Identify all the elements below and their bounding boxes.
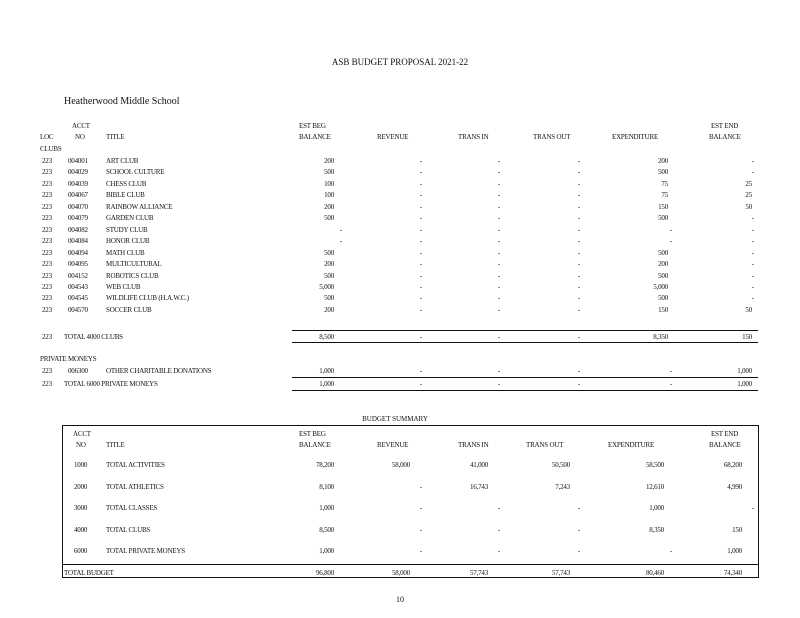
cell-beg-balance: 100 bbox=[324, 179, 334, 188]
cell-revenue: 58,000 bbox=[391, 569, 410, 577]
cell-end-balance: - bbox=[751, 271, 754, 280]
cell-trans-out: - bbox=[577, 225, 580, 234]
cell-end-balance: 25 bbox=[745, 191, 752, 200]
cell-trans-out: - bbox=[577, 294, 580, 303]
cell-beg-balance: 8,500 bbox=[319, 333, 334, 341]
cell-title: STUDY CLUB bbox=[106, 225, 148, 234]
cell-end-balance: 1,000 bbox=[737, 380, 752, 388]
cell-title: TOTAL ACTIVITIES bbox=[106, 461, 165, 469]
cell-revenue: - bbox=[419, 179, 422, 188]
cell-revenue: - bbox=[419, 525, 422, 534]
cell-expenditure: 75 bbox=[661, 179, 668, 188]
cell-trans-out: - bbox=[577, 248, 580, 257]
total-rule bbox=[292, 330, 758, 331]
cell-end-balance: - bbox=[751, 214, 754, 223]
cell-acct: 004545 bbox=[68, 294, 88, 303]
cell-end-balance: 1,000 bbox=[727, 547, 742, 556]
cell-loc: 223 bbox=[42, 179, 52, 188]
summary-header-title: TITLE bbox=[106, 441, 125, 449]
cell-beg-balance: 500 bbox=[324, 248, 334, 257]
cell-acct: 2000 bbox=[74, 482, 88, 491]
cell-expenditure: - bbox=[669, 237, 672, 246]
cell-expenditure: 500 bbox=[658, 294, 668, 303]
cell-trans-out: - bbox=[577, 333, 580, 341]
cell-trans-out: - bbox=[577, 214, 580, 223]
cell-trans-out: - bbox=[577, 157, 580, 165]
cell-trans-out: 7,243 bbox=[555, 482, 570, 491]
cell-trans-out: - bbox=[577, 525, 580, 534]
cell-expenditure: 150 bbox=[658, 305, 668, 314]
cell-end-balance: - bbox=[751, 237, 754, 246]
cell-acct: 4000 bbox=[74, 525, 88, 534]
cell-title: HONOR CLUB bbox=[106, 237, 150, 246]
cell-title: TOTAL ATHLETICS bbox=[106, 482, 164, 491]
cell-revenue: - bbox=[419, 248, 422, 257]
cell-acct: 1000 bbox=[74, 461, 88, 469]
cell-loc: 223 bbox=[42, 260, 52, 269]
cell-revenue: - bbox=[419, 305, 422, 314]
cell-trans-in: 16,743 bbox=[469, 482, 488, 491]
cell-beg-balance: 200 bbox=[324, 260, 334, 269]
cell-title: ART CLUB bbox=[106, 157, 139, 165]
page-number: 10 bbox=[396, 595, 404, 604]
cell-expenditure: 80,460 bbox=[645, 569, 664, 577]
cell-trans-in: - bbox=[497, 294, 500, 303]
cell-end-balance: 150 bbox=[742, 333, 752, 341]
cell-expenditure: 58,500 bbox=[645, 461, 664, 469]
cell-trans-in: - bbox=[497, 237, 500, 246]
cell-revenue: - bbox=[419, 294, 422, 303]
cell-trans-out: - bbox=[577, 179, 580, 188]
cell-revenue: - bbox=[419, 214, 422, 223]
cell-beg-balance: 500 bbox=[324, 271, 334, 280]
cell-acct: 004029 bbox=[68, 168, 88, 177]
cell-beg-balance: 1,000 bbox=[319, 547, 334, 556]
cell-revenue: - bbox=[419, 380, 422, 388]
cell-revenue: - bbox=[419, 367, 422, 375]
cell-trans-out: - bbox=[577, 504, 580, 513]
cell-loc: 223 bbox=[42, 191, 52, 200]
cell-acct: 004070 bbox=[68, 202, 88, 211]
summary-header-no: NO bbox=[76, 441, 86, 449]
cell-expenditure: - bbox=[669, 547, 672, 556]
cell-trans-in: - bbox=[497, 248, 500, 257]
cell-trans-out: - bbox=[577, 380, 580, 388]
cell-end-balance: - bbox=[751, 294, 754, 303]
cell-end-balance: - bbox=[751, 168, 754, 177]
cell-expenditure: 500 bbox=[658, 248, 668, 257]
cell-loc: 223 bbox=[42, 202, 52, 211]
cell-loc: 223 bbox=[42, 237, 52, 246]
cell-acct: 6000 bbox=[74, 547, 88, 556]
cell-loc: 223 bbox=[42, 157, 52, 165]
cell-revenue: - bbox=[419, 333, 422, 341]
cell-trans-out: 57,743 bbox=[551, 569, 570, 577]
cell-revenue: - bbox=[419, 271, 422, 280]
cell-revenue: - bbox=[419, 168, 422, 177]
cell-beg-balance: 5,000 bbox=[319, 282, 334, 291]
cell-title: MULTICULTURAL bbox=[106, 260, 162, 269]
cell-trans-out: - bbox=[577, 305, 580, 314]
cell-trans-in: - bbox=[497, 179, 500, 188]
cell-trans-out: - bbox=[577, 547, 580, 556]
header-beg-balance: BALANCE bbox=[299, 133, 331, 141]
cell-title: WILDLIFE CLUB (H.A.W.C.) bbox=[106, 294, 189, 303]
cell-revenue: - bbox=[419, 157, 422, 165]
summary-header-trans-in: TRANS IN bbox=[458, 441, 489, 449]
cell-revenue: - bbox=[419, 482, 422, 491]
cell-acct: 004152 bbox=[68, 271, 88, 280]
cell-beg-balance: 200 bbox=[324, 202, 334, 211]
cell-acct: 004095 bbox=[68, 260, 88, 269]
cell-beg-balance: - bbox=[339, 225, 342, 234]
cell-trans-in: - bbox=[497, 214, 500, 223]
header-est-end: EST END bbox=[711, 122, 739, 130]
cell-beg-balance: - bbox=[339, 237, 342, 246]
cell-trans-out: - bbox=[577, 282, 580, 291]
cell-title: RAINBOW ALLIANCE bbox=[106, 202, 173, 211]
cell-end-balance: 50 bbox=[745, 305, 752, 314]
cell-expenditure: - bbox=[669, 225, 672, 234]
cell-end-balance: - bbox=[751, 225, 754, 234]
header-trans-in: TRANS IN bbox=[458, 133, 489, 141]
cell-title: TOTAL PRIVATE MONEYS bbox=[106, 547, 185, 556]
cell-revenue: - bbox=[419, 282, 422, 291]
cell-acct: 004082 bbox=[68, 225, 88, 234]
cell-title: WEB CLUB bbox=[106, 282, 141, 291]
cell-end-balance: 1,000 bbox=[737, 367, 752, 375]
cell-expenditure: 500 bbox=[658, 271, 668, 280]
cell-expenditure: 150 bbox=[658, 202, 668, 211]
summary-header-trans-out: TRANS OUT bbox=[526, 441, 564, 449]
cell-end-balance: 150 bbox=[732, 525, 742, 534]
header-end-balance: BALANCE bbox=[709, 133, 741, 141]
header-title: TITLE bbox=[106, 133, 125, 141]
cell-loc: 223 bbox=[42, 380, 52, 388]
cell-total-label: TOTAL BUDGET bbox=[64, 569, 114, 577]
cell-title: SOCCER CLUB bbox=[106, 305, 152, 314]
cell-expenditure: 500 bbox=[658, 168, 668, 177]
cell-title: ROBOTICS CLUB bbox=[106, 271, 159, 280]
cell-end-balance: 68,200 bbox=[723, 461, 742, 469]
total-rule bbox=[292, 377, 758, 378]
cell-end-balance: - bbox=[751, 157, 754, 165]
cell-trans-in: - bbox=[497, 260, 500, 269]
cell-end-balance: 25 bbox=[745, 179, 752, 188]
cell-beg-balance: 1,000 bbox=[319, 504, 334, 513]
cell-revenue: 58,000 bbox=[391, 461, 410, 469]
cell-title: TOTAL CLASSES bbox=[106, 504, 158, 513]
summary-header-end-balance: BALANCE bbox=[709, 441, 741, 449]
cell-revenue: - bbox=[419, 260, 422, 269]
cell-beg-balance: 500 bbox=[324, 214, 334, 223]
summary-header-est-beg: EST BEG bbox=[299, 430, 326, 438]
cell-loc: 223 bbox=[42, 271, 52, 280]
header-trans-out: TRANS OUT bbox=[533, 133, 571, 141]
cell-beg-balance: 100 bbox=[324, 191, 334, 200]
cell-trans-in: - bbox=[497, 191, 500, 200]
cell-loc: 223 bbox=[42, 248, 52, 257]
cell-loc: 223 bbox=[42, 294, 52, 303]
header-est-beg: EST BEG bbox=[299, 122, 326, 130]
cell-end-balance: 50 bbox=[745, 202, 752, 211]
cell-expenditure: - bbox=[669, 380, 672, 388]
cell-beg-balance: 96,800 bbox=[315, 569, 334, 577]
cell-trans-in: - bbox=[497, 525, 500, 534]
cell-trans-out: - bbox=[577, 271, 580, 280]
cell-beg-balance: 8,100 bbox=[319, 482, 334, 491]
summary-header-expenditure: EXPENDITURE bbox=[608, 441, 655, 449]
cell-acct: 006300 bbox=[68, 367, 88, 375]
cell-title: SCHOOL CULTURE bbox=[106, 168, 165, 177]
header-expenditure: EXPENDITURE bbox=[612, 133, 659, 141]
cell-expenditure: 200 bbox=[658, 157, 668, 165]
cell-loc: 223 bbox=[42, 367, 52, 375]
cell-revenue: - bbox=[419, 547, 422, 556]
cell-loc: 223 bbox=[42, 305, 52, 314]
summary-header-revenue: REVENUE bbox=[377, 441, 409, 449]
cell-acct: 004094 bbox=[68, 248, 88, 257]
cell-trans-in: - bbox=[497, 168, 500, 177]
cell-trans-in: - bbox=[497, 282, 500, 291]
cell-revenue: - bbox=[419, 202, 422, 211]
cell-acct: 004543 bbox=[68, 282, 88, 291]
summary-total-rule bbox=[62, 564, 759, 565]
cell-loc: 223 bbox=[42, 168, 52, 177]
cell-expenditure: 200 bbox=[658, 260, 668, 269]
budget-summary-title: BUDGET SUMMARY bbox=[362, 415, 428, 423]
cell-trans-in: - bbox=[497, 504, 500, 513]
cell-beg-balance: 500 bbox=[324, 168, 334, 177]
summary-header-acct: ACCT bbox=[73, 430, 91, 438]
cell-acct: 3000 bbox=[74, 504, 88, 513]
cell-acct: 004039 bbox=[68, 179, 88, 188]
cell-acct: 004084 bbox=[68, 237, 88, 246]
cell-expenditure: 75 bbox=[661, 191, 668, 200]
header-no: NO bbox=[75, 133, 85, 141]
total-rule bbox=[292, 390, 758, 391]
header-loc: LOC bbox=[40, 133, 54, 141]
cell-loc: 223 bbox=[42, 214, 52, 223]
header-revenue: REVENUE bbox=[377, 133, 409, 141]
cell-title: MATH CLUB bbox=[106, 248, 145, 257]
cell-revenue: - bbox=[419, 191, 422, 200]
cell-title: OTHER CHARITABLE DONATIONS bbox=[106, 367, 212, 375]
cell-acct: 004067 bbox=[68, 191, 88, 200]
section-label-clubs: CLUBS bbox=[40, 145, 62, 153]
cell-trans-out: 50,500 bbox=[551, 461, 570, 469]
cell-end-balance: - bbox=[751, 260, 754, 269]
cell-revenue: - bbox=[419, 225, 422, 234]
cell-beg-balance: 78,200 bbox=[315, 461, 334, 469]
summary-header-beg-balance: BALANCE bbox=[299, 441, 331, 449]
cell-trans-in: 57,743 bbox=[469, 569, 488, 577]
cell-expenditure: 8,350 bbox=[653, 333, 668, 341]
cell-trans-out: - bbox=[577, 237, 580, 246]
cell-expenditure: 8,350 bbox=[649, 525, 664, 534]
cell-loc: 223 bbox=[42, 282, 52, 291]
cell-trans-in: - bbox=[497, 157, 500, 165]
cell-trans-in: 41,000 bbox=[469, 461, 488, 469]
header-acct: ACCT bbox=[72, 122, 90, 130]
cell-acct: 004570 bbox=[68, 305, 88, 314]
cell-trans-in: - bbox=[497, 305, 500, 314]
cell-expenditure: 12,610 bbox=[645, 482, 664, 491]
cell-trans-in: - bbox=[497, 547, 500, 556]
cell-loc: 223 bbox=[42, 225, 52, 234]
cell-title: TOTAL CLUBS bbox=[106, 525, 151, 534]
cell-end-balance: - bbox=[751, 504, 754, 513]
cell-end-balance: - bbox=[751, 248, 754, 257]
cell-trans-out: - bbox=[577, 367, 580, 375]
cell-expenditure: 500 bbox=[658, 214, 668, 223]
cell-title: BIBLE CLUB bbox=[106, 191, 145, 200]
cell-beg-balance: 200 bbox=[324, 157, 334, 165]
cell-acct: 004001 bbox=[68, 157, 88, 165]
cell-trans-out: - bbox=[577, 191, 580, 200]
document-title: ASB BUDGET PROPOSAL 2021-22 bbox=[331, 57, 469, 67]
cell-trans-in: - bbox=[497, 380, 500, 388]
cell-trans-in: - bbox=[497, 202, 500, 211]
cell-loc: 223 bbox=[42, 333, 52, 341]
cell-beg-balance: 8,500 bbox=[319, 525, 334, 534]
cell-trans-out: - bbox=[577, 168, 580, 177]
cell-end-balance: 4,990 bbox=[727, 482, 742, 491]
cell-expenditure: 1,000 bbox=[649, 504, 664, 513]
cell-expenditure: - bbox=[669, 367, 672, 375]
cell-title: GARDEN CLUB bbox=[106, 214, 154, 223]
cell-end-balance: - bbox=[751, 282, 754, 291]
cell-trans-out: - bbox=[577, 260, 580, 269]
cell-title: CHESS CLUB bbox=[106, 179, 147, 188]
cell-trans-in: - bbox=[497, 367, 500, 375]
cell-end-balance: 74,340 bbox=[723, 569, 742, 577]
cell-beg-balance: 1,000 bbox=[319, 367, 334, 375]
cell-trans-in: - bbox=[497, 271, 500, 280]
total-rule bbox=[292, 342, 758, 343]
cell-trans-out: - bbox=[577, 202, 580, 211]
cell-beg-balance: 1,000 bbox=[319, 380, 334, 388]
cell-trans-in: - bbox=[497, 225, 500, 234]
cell-revenue: - bbox=[419, 237, 422, 246]
cell-revenue: - bbox=[419, 504, 422, 513]
summary-header-est-end: EST END bbox=[711, 430, 739, 438]
cell-expenditure: 5,000 bbox=[653, 282, 668, 291]
cell-beg-balance: 200 bbox=[324, 305, 334, 314]
section-label-private-moneys: PRIVATE MONEYS bbox=[40, 355, 97, 363]
cell-acct: 004079 bbox=[68, 214, 88, 223]
cell-total-label: TOTAL 4000 CLUBS bbox=[64, 333, 123, 341]
cell-total-label: TOTAL 6000 PRIVATE MONEYS bbox=[64, 380, 158, 388]
cell-beg-balance: 500 bbox=[324, 294, 334, 303]
cell-trans-in: - bbox=[497, 333, 500, 341]
school-name: Heatherwood Middle School bbox=[64, 96, 180, 107]
